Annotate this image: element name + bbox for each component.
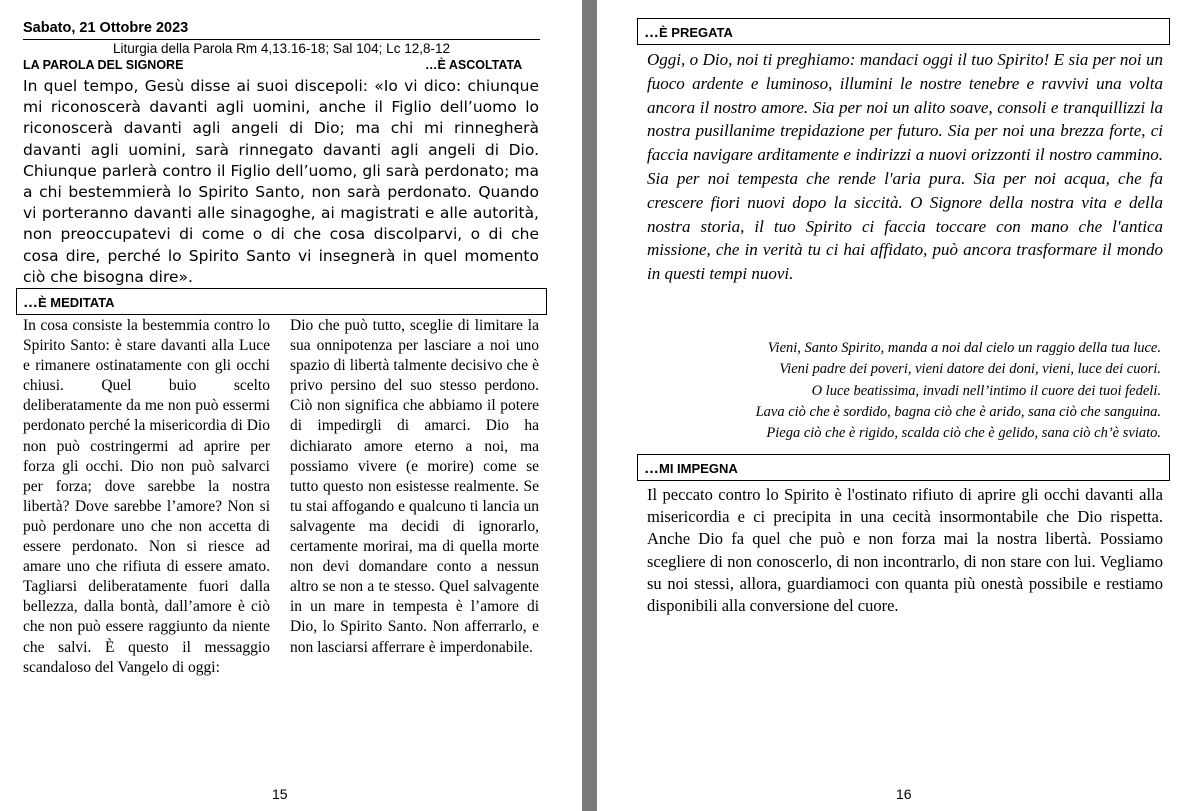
pregata-dots: … xyxy=(644,24,659,41)
page-number-left: 15 xyxy=(272,786,288,802)
date-heading: Sabato, 21 Ottobre 2023 xyxy=(23,20,189,36)
hymn-line: Piega ciò che è rigido, scalda ciò che è gelido, sana ciò ch’è sviato. xyxy=(766,425,1161,442)
gospel-text: In quel tempo, Gesù disse ai suoi discepoli: «Io vi dico: chiunque mi riconoscerà davanti agli uomini, anche il Figlio dell’uomo lo riconoscerà davanti agli angeli di Dio; ma chi mi rinnegherà davanti agli uomini, sarà rinnegato davanti agli angeli di Dio. Chiunque parlerà contro il Figlio dell’uomo, gli sarà perdonato; ma a chi bestemmierà lo Spirito Santo, non sarà perdonato. Quando vi porteranno davanti alle sinagoghe, ai magistrati e alle autorità, non preoccupatevi di come o di che cosa discolparvi, o di che cosa dire, perché lo Spirito Santo vi insegnerà in quel momento ciò che bisogna dire». xyxy=(23,77,539,286)
left-page xyxy=(0,0,582,811)
pregata-heading xyxy=(637,18,1170,45)
impegna-label: MI IMPEGNA xyxy=(659,461,738,476)
prayer-text: Oggi, o Dio, noi ti preghiamo: mandaci oggi il tuo Spirito! E sia per noi un fuoco ardente e luminoso, illumini le nostre tenebre e ravvivi una volta ancora il nostro amore. Sia per noi un alito soave, consoli e tranquillizzi la nostra pusillanime trepidazione per futuro. Sia per noi una brezza forte, ci faccia navigare arditamente e indirizzi a nuovi orizzonti il nostro cammino. Sia per noi tempesta che rende l'aria pura. Sia per noi acqua, che fa crescere fiori nuovi dopo la siccità. O Signore della nostra vita e della nostra storia, il tuo Spirito ci faccia toccare con mano che l'antica missione, che in verità tu ci hai affidato, può ancora trasformare il mondo in questi tempi nuovi. xyxy=(647,50,1163,284)
impegna-text: Il peccato contro lo Spirito è l'ostinato rifiuto di aprire gli occhi davanti alla misericordia e ci precipita in una cecità insormontabile che Dio rispetta. Anche Dio fa quel che può e non forza mai la nostra libertà. Possiamo scegliere di non conoscerlo, di non incontrarlo, di non stare con lui. Vegliamo su noi stessi, allora, guardiamoci con quanta più onestà possibile e restiamo disponibili alla conversione del cuore. xyxy=(647,485,1163,616)
meditata-column-2: Dio che può tutto, sceglie di limitare la sua onnipotenza per lasciare a noi uno spazio di libertà talmente decisivo che è privo persino del suo stesso perdono. Ciò non significa che abbiamo il potere di impedirgli di amarci. Dio ha dichiarato amore eterno a noi, ma possiamo vivere (e morire) come se tutto questo non esistesse realmente. Se tu stai affogando e qualcuno ti lancia un salvagente ma decidi di ignorarlo, certamente morirai, ma di quella morte non devi domandare conto a nessun altro se non a te stesso. Quel salvagente in un mare in tempesta è l’amore di Dio, lo Spirito Santo. Non afferrarlo, e non lasciarsi afferrare è imperdonabile. xyxy=(290,317,539,656)
hymn-line: Vieni padre dei poveri, vieni datore dei doni, vieni, luce dei cuori. xyxy=(779,361,1161,378)
page-gutter xyxy=(582,0,597,811)
meditata-label: È MEDITATA xyxy=(38,295,115,310)
meditata-column-1: In cosa consiste la bestemmia contro lo Spirito Santo: è stare davanti alla Luce e rimanere ostinatamente con gli occhi chiusi. Quel buio scelto deliberatamente da me non può essermi perdonato perché la misericordia di Dio non può costringermi ad aprire per forza gli occhi. Dio non può salvarci per forza; dove sarebbe la nostra libertà? Dove sarebbe l’amore? Non si può perdonare uno che non accetta di essere perdonato. Non si riesce ad amare uno che rifiuta di essere amato. Tagliarsi deliberatamente fuori dalla bellezza, dalla bontà, dall’amore è ciò che non può essere raggiunto da niente che salvi. È questo il messaggio scandaloso del Vangelo di oggi: xyxy=(23,317,270,676)
meditata-dots: … xyxy=(23,294,38,311)
hymn-line: O luce beatissima, invadi nell’intimo il cuore dei tuoi fedeli. xyxy=(811,382,1161,399)
page-number-right: 16 xyxy=(896,786,912,802)
impegna-dots: … xyxy=(644,460,659,477)
meditata-heading xyxy=(16,288,547,315)
hymn-line: Lava ciò che è sordido, bagna ciò che è arido, sana ciò che sanguina. xyxy=(755,403,1161,420)
hymn-verses xyxy=(648,338,1161,444)
pregata-label: È PREGATA xyxy=(659,25,733,40)
hymn-line: Vieni, Santo Spirito, manda a noi dal cielo un raggio della tua luce. xyxy=(767,340,1161,356)
liturgy-reference: Liturgia della Parola Rm 4,13.16-18; Sal 104; Lc 12,8-12 xyxy=(23,39,540,56)
impegna-heading xyxy=(637,454,1170,481)
parola-label: LA PAROLA DEL SIGNORE xyxy=(23,58,184,72)
ascoltata-label: …È ASCOLTATA xyxy=(425,58,523,72)
